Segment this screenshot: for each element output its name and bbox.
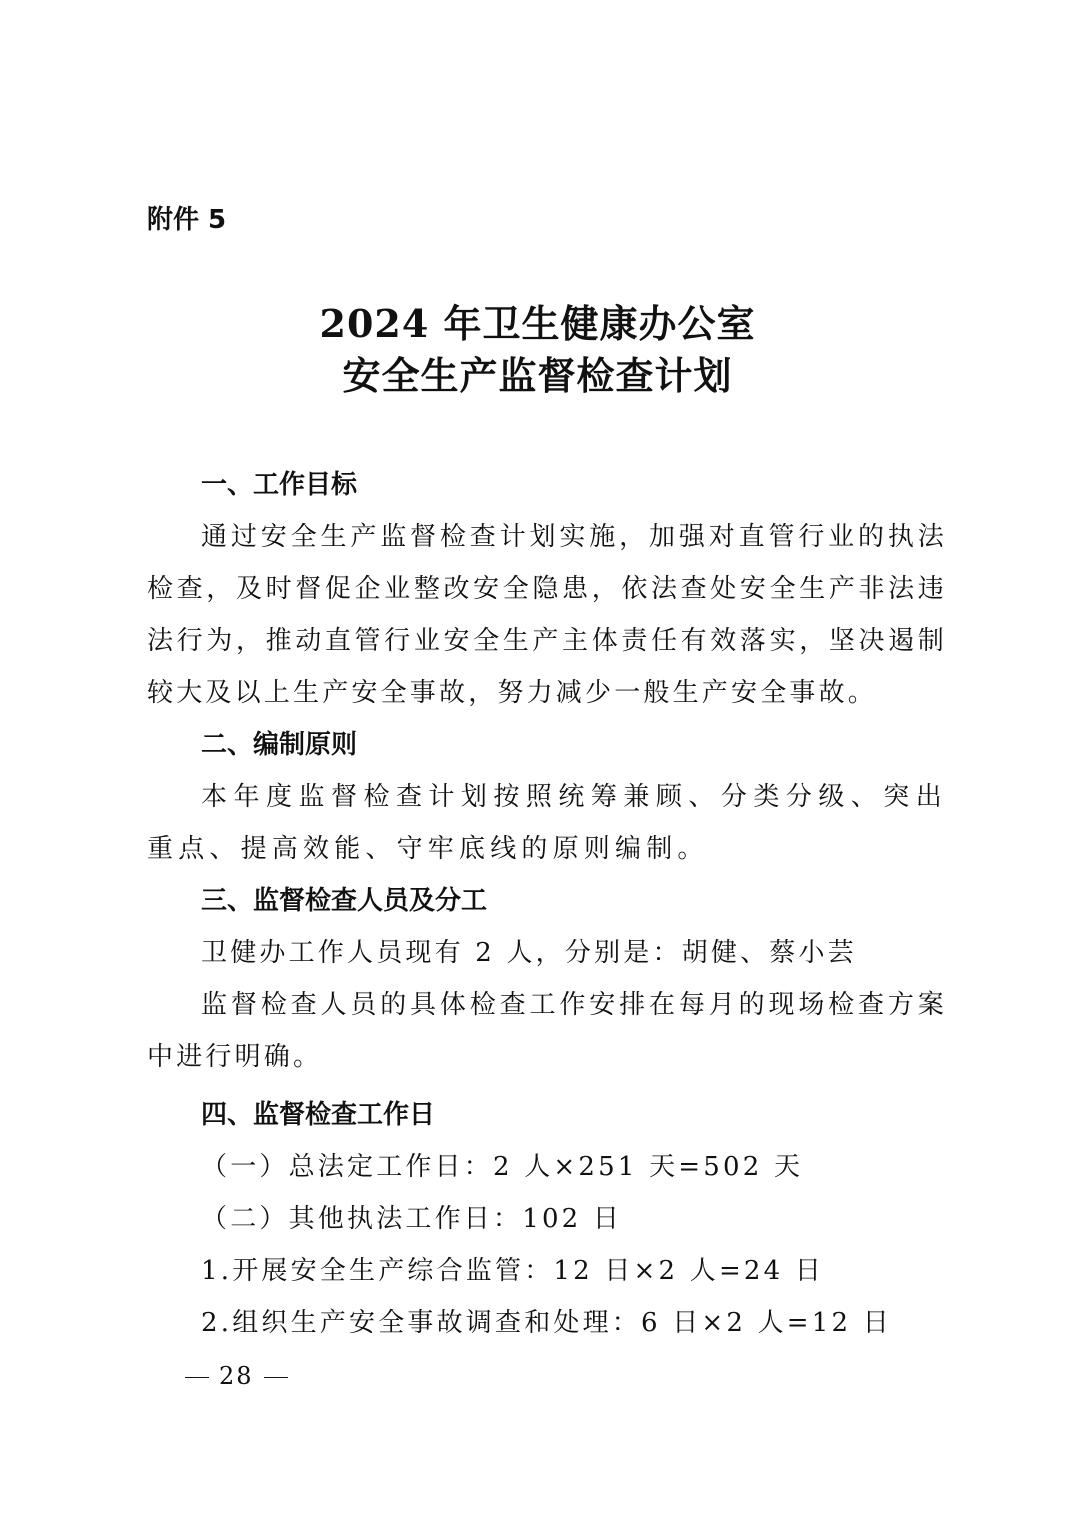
section-heading-principles: 二、编制原则 <box>201 730 358 760</box>
dash-left <box>185 1377 209 1378</box>
section-paragraph: 2.组织生产安全事故调查和处理：6 日×2 人=12 日 <box>201 1308 892 1338</box>
section-paragraph: （一）总法定工作日：2 人×251 天=502 天 <box>201 1152 804 1182</box>
title-line-1: 2024 年卫生健康办公室 <box>319 301 756 346</box>
attachment-label: 附件 5 <box>147 205 227 235</box>
section-paragraph: 卫健办工作人员现有 2 人，分别是：胡健、蔡小芸 <box>201 938 857 968</box>
title-line-2: 安全生产监督检查计划 <box>342 353 733 398</box>
dash-right <box>264 1377 288 1378</box>
section-heading-personnel: 三、监督检查人员及分工 <box>201 886 488 916</box>
section-paragraph: 本年度监督检查计划按照统筹兼顾、分类分级、突出重点、提高效能、守牢底线的原则编制。 <box>147 782 947 864</box>
section-heading-work-goal: 一、工作目标 <box>201 470 358 500</box>
page-number-value: 28 <box>219 1362 254 1390</box>
section-heading-workdays: 四、监督检查工作日 <box>201 1100 436 1130</box>
page-number <box>175 1358 298 1394</box>
section-paragraph: （二）其他执法工作日：102 日 <box>201 1204 623 1234</box>
section-paragraph: 监督检查人员的具体检查工作安排在每月的现场检查方案中进行明确。 <box>147 990 947 1072</box>
section-paragraph: 通过安全生产监督检查计划实施，加强对直管行业的执法检查，及时督促企业整改安全隐患，依法查处安全生产非法违法行为，推动直管行业安全生产主体责任有效落实，坚决遏制较大及以上生产安全事故，努力减少一般生产安全事故。 <box>147 522 947 708</box>
document-body <box>147 459 947 1349</box>
document-title <box>0 298 1075 402</box>
section-paragraph: 1.开展安全生产综合监管：12 日×2 人=24 日 <box>201 1256 825 1286</box>
